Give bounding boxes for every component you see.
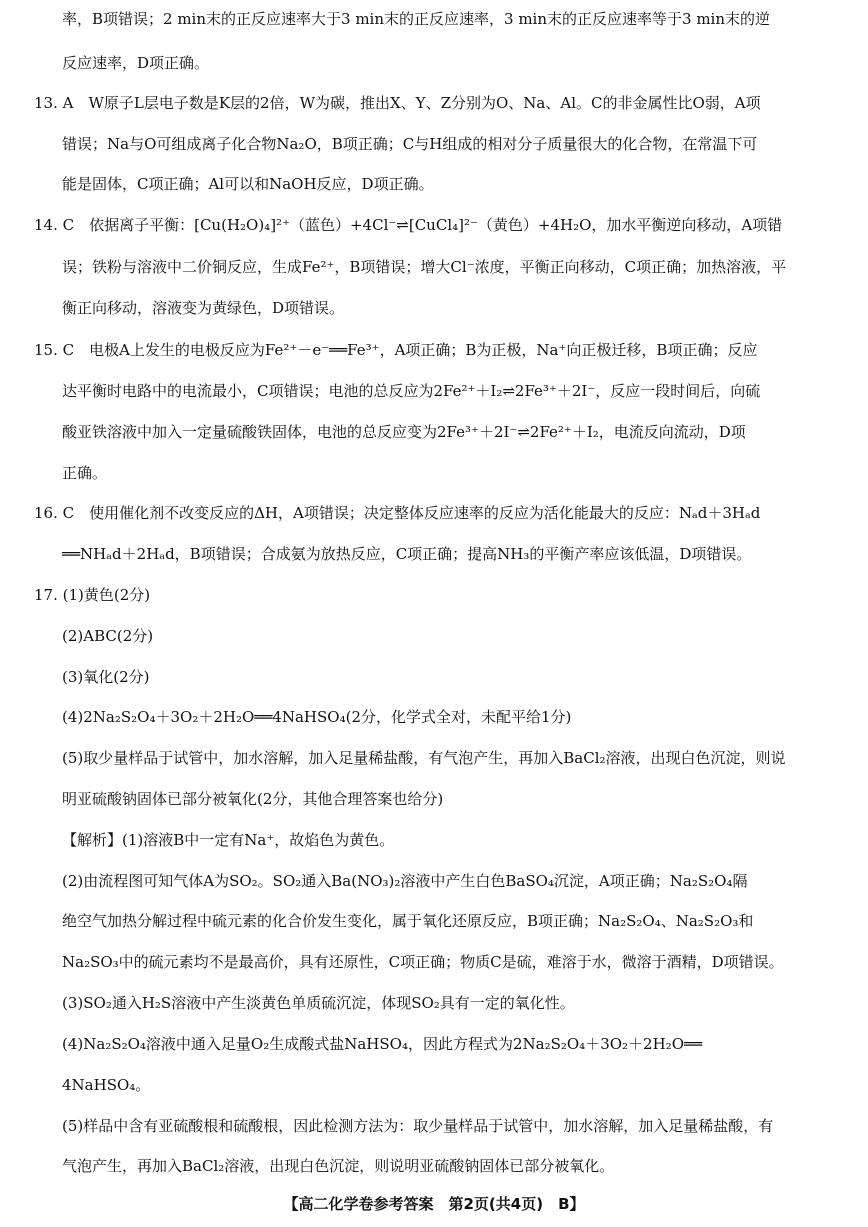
text-line: (2)由流程图可知气体A为SO₂。SO₂通入Ba(NO₃)₂溶液中产生白色BaSO₄沉淀，A项正确；Na₂S₂O₄隔: [62, 872, 748, 890]
page-footer: 【高二化学卷参考答案 第2页(共4页) B】: [283, 1195, 585, 1213]
text-line: 误；铁粉与溶液中二价铜反应，生成Fe²⁺，B项错误；增大Cl⁻浓度，平衡正向移动，C项正确；加热溶液，平: [62, 258, 787, 276]
q14-line: 14. C 依据离子平衡：[Cu(H₂O)₄]²⁺（蓝色）+4Cl⁻⇌[CuCl₄]²⁻（黄色）+4H₂O，加水平衡逆向移动，A项错: [34, 216, 783, 234]
text-line: ══NHₐd＋2Hₐd，B项错误；合成氨为放热反应，C项正确；提高NH₃的平衡产率应该低温，D项错误。: [62, 545, 752, 563]
q17-line: 17. (1)黄色(2分): [34, 586, 151, 604]
text-line: 气泡产生，再加入BaCl₂溶液，出现白色沉淀，则说明亚硫酸钠固体已部分被氧化。: [62, 1157, 615, 1175]
text-line: 错误；Na与O可组成离子化合物Na₂O，B项正确；C与H组成的相对分子质量很大的化合物，在常温下可: [62, 135, 758, 153]
text-line: (2)ABC(2分): [62, 627, 154, 645]
text-line: (3)SO₂通入H₂S溶液中产生淡黄色单质硫沉淀，体现SO₂具有一定的氧化性。: [62, 994, 575, 1012]
text-line: 酸亚铁溶液中加入一定量硫酸铁固体，电池的总反应变为2Fe³⁺＋2I⁻⇌2Fe²⁺＋I₂，电流反向流动，D项: [62, 423, 746, 441]
q15-line: 15. C 电极A上发生的电极反应为Fe²⁺－e⁻══Fe³⁺，A项正确；B为正极，Na⁺向正极迁移，B项正确；反应: [34, 341, 758, 359]
text-line: (5)样品中含有亚硫酸根和硫酸根，因此检测方法为：取少量样品于试管中，加水溶解，加入足量稀盐酸，有: [62, 1117, 774, 1135]
text-line: 4NaHSO₄。: [62, 1076, 151, 1094]
text-line: 反应速率，D项正确。: [62, 54, 210, 72]
text-line: 能是固体，C项正确；Al可以和NaOH反应，D项正确。: [62, 175, 434, 193]
text-line: Na₂SO₃中的硫元素均不是最高价，具有还原性，C项正确；物质C是硫，难溶于水，微溶于酒精，D项错误。: [62, 953, 784, 971]
text-line: 正确。: [62, 464, 108, 482]
text-line: 率，B项错误；2 min末的正反应速率大于3 min末的正反应速率，3 min末的正反应速率等于3 min末的逆: [62, 10, 770, 28]
text-line: (5)取少量样品于试管中，加水溶解，加入足量稀盐酸，有气泡产生，再加入BaCl₂溶液，出现白色沉淀，则说: [62, 749, 786, 767]
q16-line: 16. C 使用催化剂不改变反应的ΔH，A项错误；决定整体反应速率的反应为活化能最大的反应：Nₐd＋3Hₐd: [34, 504, 761, 522]
text-line: (4)Na₂S₂O₄溶液中通入足量O₂生成酸式盐NaHSO₄，因此方程式为2Na₂S₂O₄＋3O₂＋2H₂O══: [62, 1035, 703, 1053]
q13-line: 13. A W原子L层电子数是K层的2倍，W为碳，推出X、Y、Z分别为O、Na、Al。C的非金属性比O弱，A项: [34, 94, 761, 112]
text-line: 明亚硫酸钠固体已部分被氧化(2分，其他合理答案也给分): [62, 790, 444, 808]
text-line: (3)氧化(2分): [62, 668, 150, 686]
text-line: 衡正向移动，溶液变为黄绿色，D项错误。: [62, 299, 345, 317]
text-line: 达平衡时电路中的电流最小，C项错误；电池的总反应为2Fe²⁺＋I₂⇌2Fe³⁺＋2I⁻，反应一段时间后，向硫: [62, 382, 761, 400]
analysis-line: 【解析】(1)溶液B中一定有Na⁺，故焰色为黄色。: [62, 831, 395, 849]
text-line: 绝空气加热分解过程中硫元素的化合价发生变化，属于氧化还原反应，B项正确；Na₂S₂O₄、Na₂S₂O₃和: [62, 912, 754, 930]
text-line: (4)2Na₂S₂O₄＋3O₂＋2H₂O══4NaHSO₄(2分，化学式全对，未配平给1分): [62, 708, 572, 726]
